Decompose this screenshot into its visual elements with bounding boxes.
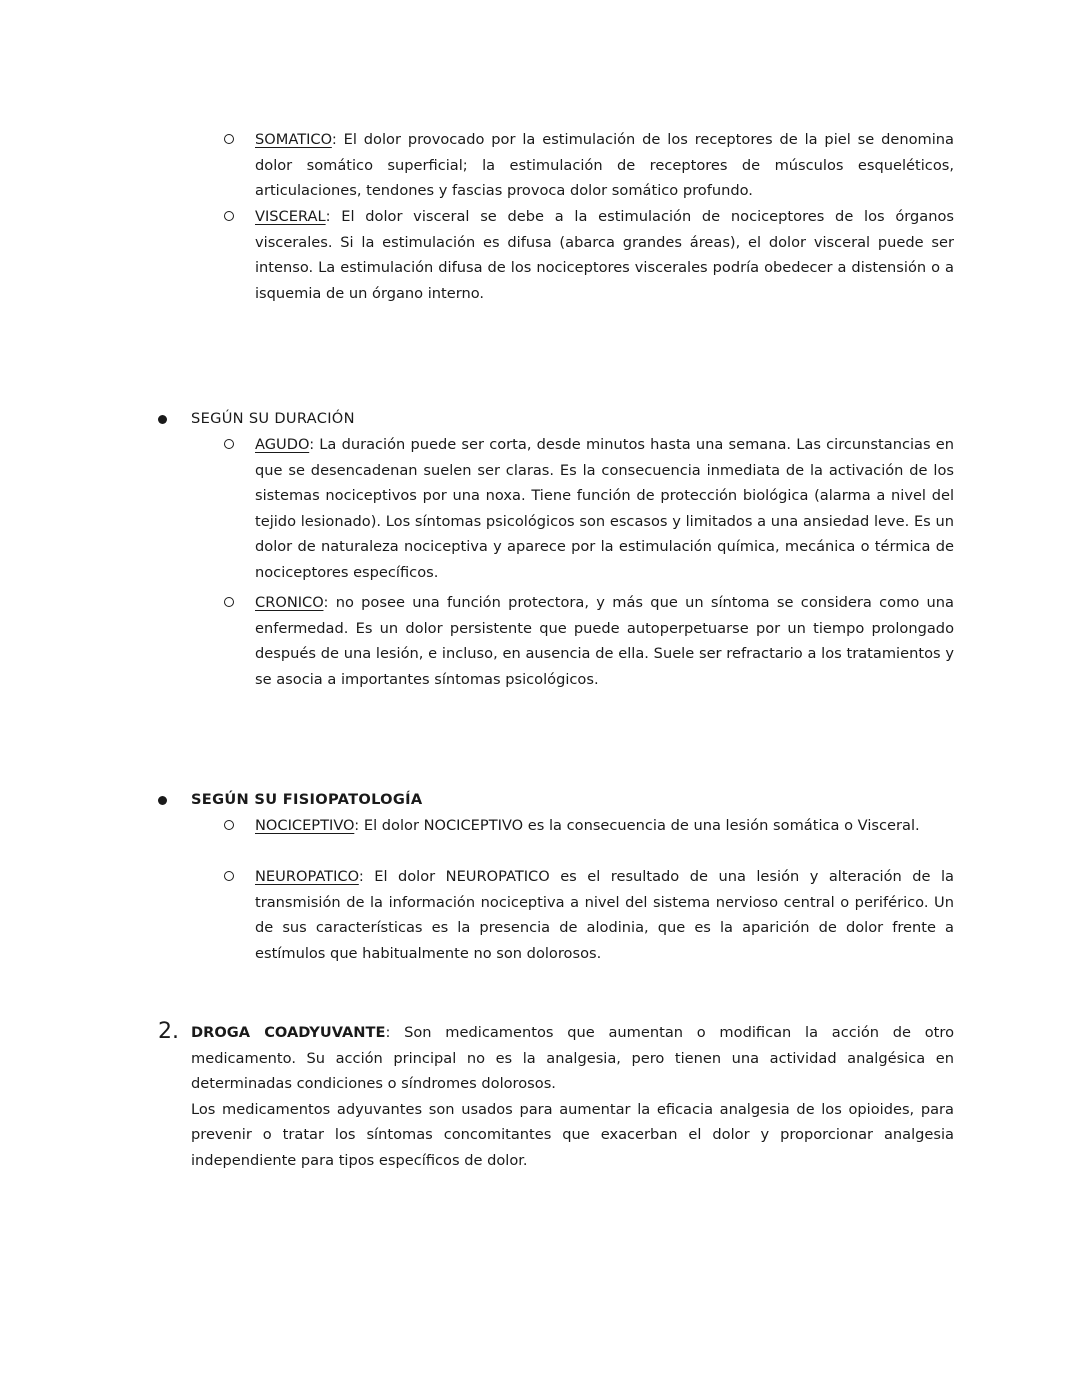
list-item-neuropatico [224, 864, 954, 966]
cronico-paragraph [255, 590, 954, 692]
somatico-paragraph [255, 127, 954, 204]
heading-duracion: SEGÚN SU DURACIÓN [191, 410, 355, 427]
bullet-dot-icon [158, 415, 167, 424]
list-item-nociceptivo [224, 813, 954, 839]
agudo-text: : La duración puede ser corta, desde minutos hasta una semana. Las circunstancias en que se desencadenan suelen ser claras. Es la consecuencia inmediata de la activación de los sistemas nociceptivos por una noxa. Tiene función de protección biológica (alarma a nivel del tejido lesionado). Los síntomas psicológicos son escasos y limitados a una ansiedad leve. Es un dolor de naturaleza nociceptiva y aparece por la estimulación química, mecánica o térmica de nociceptores específicos. [255, 436, 954, 581]
item-number: 2. [158, 1019, 179, 1044]
term-neuropatico: NEUROPATICO [255, 868, 359, 885]
neuropatico-paragraph [255, 864, 954, 966]
term-somatico: SOMATICO [255, 131, 332, 148]
list-item-agudo [224, 432, 954, 585]
agudo-paragraph [255, 432, 954, 585]
term-droga-coadyuvante: DROGA COADYUVANTE [191, 1024, 386, 1041]
coadyuvante-paragraph [191, 1020, 954, 1097]
cronico-text: : no posee una función protectora, y más que un síntoma se considera como una enfermedad. Es un dolor persistente que puede autoperpetuarse por un tiempo prolongado después de una lesión, e incluso, en ausencia de ella. Suele ser refractario a los tratamientos y se asocia a importantes síntomas psicológicos. [255, 594, 954, 688]
nociceptivo-paragraph [255, 813, 954, 839]
numbered-item-2 [158, 1020, 954, 1173]
coadyuvante-text: : Son medicamentos que aumentan o modifican la acción de otro medicamento. Su acción principal no es la analgesia, pero tienen una actividad analgésica en determinadas condiciones o síndromes dolorosos. [191, 1024, 954, 1092]
term-nociceptivo: NOCICEPTIVO [255, 817, 355, 834]
circle-bullet-icon [224, 820, 234, 830]
visceral-text: : El dolor visceral se debe a la estimulación de nociceptores de los órganos viscerales. Si la estimulación es difusa (abarca grandes áreas), el dolor visceral puede ser intenso. La estimulación difusa de los nociceptores viscerales podría obedecer a distensión o a isquemia de un órgano interno. [255, 208, 954, 302]
circle-bullet-icon [224, 439, 234, 449]
term-cronico: CRONICO [255, 594, 324, 611]
somatico-text: : El dolor provocado por la estimulación de los receptores de la piel se denomina dolor somático superficial; la estimulación de receptores de músculos esqueléticos, articulaciones, tendones y fascias provoca dolor somático profundo. [255, 131, 954, 199]
circle-bullet-icon [224, 211, 234, 221]
list-item-visceral [224, 204, 954, 306]
circle-bullet-icon [224, 134, 234, 144]
term-visceral: VISCERAL [255, 208, 326, 225]
bullet-dot-icon [158, 796, 167, 805]
list-item-cronico [224, 590, 954, 692]
visceral-paragraph [255, 204, 954, 306]
neuropatico-text: : El dolor NEUROPATICO es el resultado de una lesión y alteración de la transmisión de la información nociceptiva a nivel del sistema nervioso central o periférico. Un de sus características es la presencia de alodinia, que es la aparición de dolor frente a estímulos que habitualmente no son dolorosos. [255, 868, 954, 962]
circle-bullet-icon [224, 871, 234, 881]
heading-fisiopatologia: SEGÚN SU FISIOPATOLOGÍA [191, 791, 423, 808]
nociceptivo-text: : El dolor NOCICEPTIVO es la consecuencia de una lesión somática o Visceral. [354, 817, 920, 834]
circle-bullet-icon [224, 597, 234, 607]
section-fisiopatologia [158, 787, 954, 812]
term-agudo: AGUDO [255, 436, 310, 453]
list-item-somatico [224, 127, 954, 204]
section-duracion [158, 406, 954, 431]
coadyuvante-paragraph-2: Los medicamentos adyuvantes son usados para aumentar la eficacia analgesia de los opioides, para prevenir o tratar los síntomas concomitantes que exacerban el dolor y proporcionar analgesia independiente para tipos específicos de dolor. [191, 1100, 954, 1169]
